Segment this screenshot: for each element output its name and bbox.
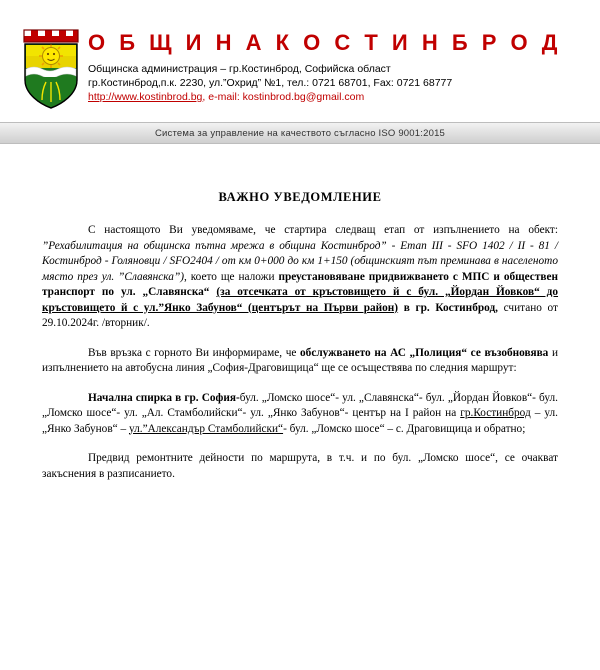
p3-bold-start-stop: Начална спирка в гр. София- <box>88 391 240 404</box>
p2-mid: и изпълнението на автобусна линия „София-Драговищица“ ще се осъществява по следния маршрут: <box>42 346 559 374</box>
p1-lead: С настоящото Ви уведомяваме, че стартира следващ етап от изпълнението на обект: <box>88 224 558 236</box>
p1-bold-city: в гр. Костинброд, <box>403 301 498 314</box>
page-title: ВАЖНО УВЕДОМЛЕНИЕ <box>218 190 382 204</box>
p4-text: Предвид ремонтните дейности по маршрута, в т.ч. и по бул. „Ломско шосе“, се очакват закъснения в разписанието. <box>42 452 558 480</box>
p3-underline-stamboliyski: ул.”Александър Стамболийски“ <box>128 422 284 435</box>
p3-route-part-1: бул. „Ломско шосе“- ул. „Славянска“- бул. „Йордан Йовков“- бул. „Ломско шосе“- ул. „Ал. Стамболийски“- ул. „Янко Забунов“- център на I район на <box>42 391 558 419</box>
p3-route-part-3: - бул. „Ломско шосе“ – с. Драговищица и обратно; <box>283 422 526 435</box>
p2-lead: Във връзка с горното Ви информираме, че <box>88 346 297 359</box>
p3-underline-kostinbrod: гр.Костинброд <box>460 407 531 419</box>
email-text: , e-mail: kostinbrod.bg@gmail.com <box>202 91 365 103</box>
admin-line-1: Общинска администрация – гр.Костинброд, Софийска област <box>88 63 391 75</box>
iso-certification-text: Система за управление на качеството съгласно ISO 9001:2015 <box>154 127 446 139</box>
admin-line-2: гр.Костинброд,п.к. 2230, ул.”Охрид” №1, тел.: 0721 68701, Fax: 0721 68777 <box>88 77 453 89</box>
paragraph-delays <box>42 451 558 482</box>
paragraph-notice <box>42 223 558 332</box>
p3-route-part-2: – ул. „Янко Забунов“ – <box>42 407 559 435</box>
coat-of-arms-icon <box>22 28 80 110</box>
p1-bold-restriction: преустановяване придвижването с МПС и обществен транспорт по ул. „Славянска“ <box>42 270 558 298</box>
paragraph-route <box>42 391 558 438</box>
website-link[interactable]: http://www.kostinbrod.bg <box>88 91 203 103</box>
admin-line-3 <box>88 90 452 104</box>
p2-bold-resumed: обслужването на АС „Полиция“ се възобновява <box>300 346 549 359</box>
p1-bold-underline-section: (за отсечката от кръстовището й с бул. „Йордан Йовков“ до кръстовището й с ул.”Янко Забунов“ (центърът на Първи район) <box>42 286 559 314</box>
iso-certification-bar <box>0 122 600 144</box>
administration-contact-block <box>88 62 452 104</box>
p1-after-object: , което ще наложи <box>183 270 275 283</box>
p1-tail-date: считано от 29.10.2024г. /вторник/. <box>42 301 558 329</box>
document-body <box>0 144 600 482</box>
p1-object-name: ”Рехабилитация на общинска пътна мрежа в община Костинброд” - Етап III - SFO 1402 / II - 81 / Костинброд - Голяновци / SFO2404 / от км 0+000 до км 1+150 (общинският път преминава в населеното място през ул. ”Славянска”) <box>42 239 558 283</box>
document-header <box>0 0 600 120</box>
paragraph-bus-service <box>42 346 558 377</box>
municipality-title: О Б Щ И Н А К О С Т И Н Б Р О Д <box>88 30 562 55</box>
